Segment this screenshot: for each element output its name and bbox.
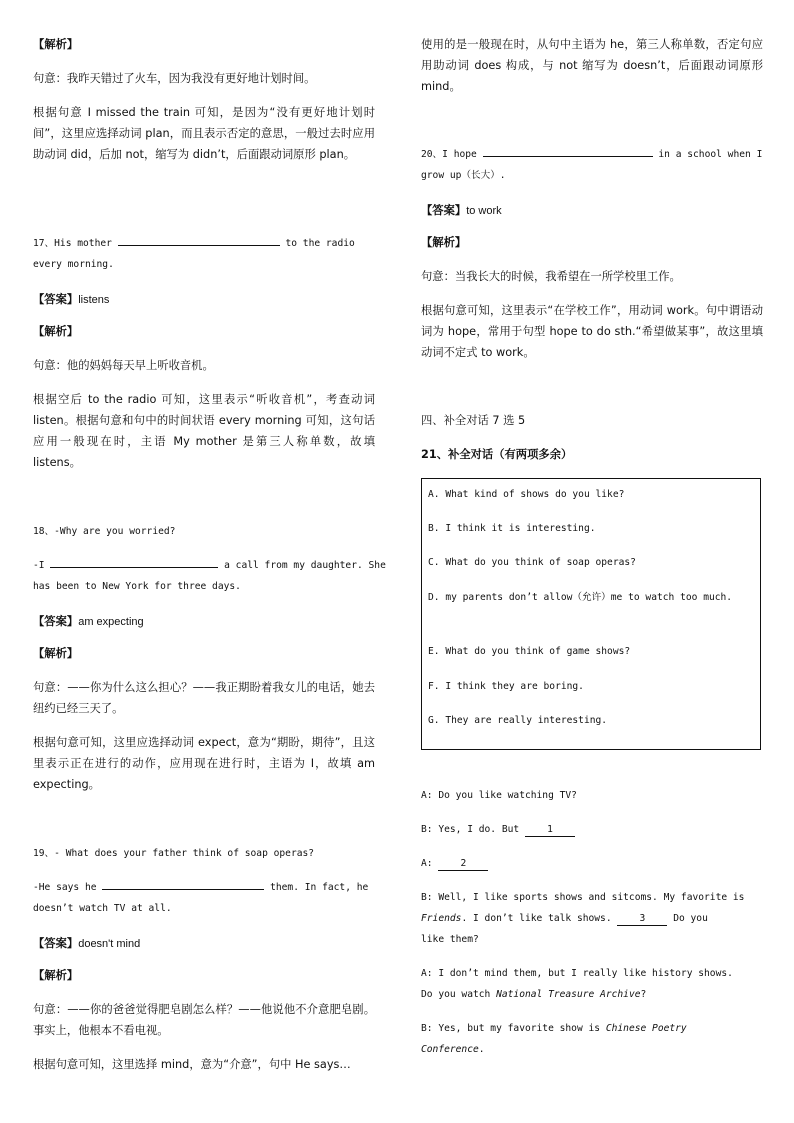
q19-explanation-cont: 使用的是一般现在时，从句中主语为 he，第三人称单数，否定句应用助动词 does 构成，与 not 缩写为 doesn’t，后面跟动词原形 mind。: [421, 38, 763, 93]
dialog-text: A:: [421, 858, 433, 869]
dialog-text: Do you watch: [421, 989, 491, 1000]
dialog-line-6: [421, 1018, 687, 1039]
analysis-label: 【解析】: [33, 325, 79, 338]
q19-line2: [33, 877, 368, 898]
answer-label: 【答案】: [33, 293, 79, 306]
dialog-text: .: [478, 1044, 485, 1055]
options-box: [421, 478, 761, 750]
q19-explanation: 根据句意可知，这里选择 mind，意为“介意”，句中 He says…: [33, 1058, 351, 1071]
q17-meaning: 句意：他的妈妈每天早上听收音机。: [33, 359, 214, 372]
q18-suffix: a call from my daughter. She: [224, 560, 386, 571]
show-title: Friends: [421, 913, 462, 924]
analysis-label: 【解析】: [421, 236, 467, 249]
q17-prefix: 17、His mother: [33, 238, 112, 249]
q18-line2: [33, 555, 386, 576]
dialog-line-5: A: I don’t mind them, but I really like history shows.: [421, 968, 733, 979]
option-b: B. I think it is interesting.: [428, 523, 596, 534]
answer-value: doesn't mind: [78, 938, 141, 950]
answer-value: to work: [466, 205, 502, 217]
q19-blank[interactable]: [102, 878, 264, 890]
q17-explanation: 根据空后 to the radio 可知，这里表示“听收音机”，考查动词 listen。根据句意和句中的时间状语 every morning 可知，这句话应用一般现在时，主语 My mother 是第三人称单数，故填 listens。: [33, 393, 375, 469]
q17-blank[interactable]: [118, 234, 280, 246]
option-e: E. What do you think of game shows?: [428, 646, 631, 657]
dialog-line-5b: [421, 984, 646, 1005]
dialog-line-4: B: Well, I like sports shows and sitcoms. My favorite is: [421, 892, 745, 903]
q20-line1: [421, 144, 762, 165]
analysis-label: 【解析】: [33, 969, 79, 982]
q18-prefix: -I: [33, 560, 45, 571]
q20-suffix: in a school when I: [658, 149, 763, 160]
option-c: C. What do you think of soap operas?: [428, 557, 636, 568]
q17-suffix: to the radio: [285, 238, 355, 249]
analysis-label: 【解析】: [33, 647, 79, 660]
q18-answer: [33, 610, 144, 633]
q20-meaning: 句意：当我长大的时候，我希望在一所学校里工作。: [421, 270, 681, 283]
q19-answer: [33, 932, 140, 955]
q19-prefix: -He says he: [33, 882, 97, 893]
q19-line3: doesn’t watch TV at all.: [33, 903, 172, 914]
show-title: Chinese Poetry: [605, 1023, 687, 1034]
q19-line1: 19、- What does your father think of soap operas?: [33, 848, 315, 859]
q19-meaning: 句意：——你的爸爸觉得肥皂剧怎么样？——他说他不介意肥皂剧。事实上，他根本不看电视。: [33, 1003, 375, 1037]
q18-line3: has been to New York for three days.: [33, 581, 241, 592]
dialog-text: . I don’t like talk shows.: [461, 913, 612, 924]
dialog-text: B: Yes, I do. But: [421, 824, 520, 835]
q18-meaning: 句意：——你为什么这么担心？——我正期盼着我女儿的电话，她去纽约已经三天了。: [33, 681, 375, 715]
dialog-text: Do you: [673, 913, 708, 924]
q17-line1: [33, 233, 355, 254]
dialog-text: ?: [640, 989, 647, 1000]
answer-label: 【答案】: [33, 937, 79, 950]
blank-1[interactable]: 1: [525, 824, 575, 837]
q19-suffix: them. In fact, he: [270, 882, 369, 893]
q21-title: 21、补全对话（有两项多余）: [421, 448, 573, 461]
q17-answer: [33, 288, 109, 311]
dialog-line-6b: [421, 1039, 485, 1060]
answer-value: listens: [78, 294, 110, 306]
q20-answer: [421, 199, 502, 222]
section-title: 四、补全对话 7 选 5: [421, 414, 526, 427]
option-g: G. They are really interesting.: [428, 715, 608, 726]
answer-value: am expecting: [78, 616, 144, 628]
q20-explanation: 根据句意可知，这里表示“在学校工作”，用动词 work。句中谓语动词为 hope，常用于句型 hope to do sth.“希望做某事”，故这里填动词不定式 to work。: [421, 304, 763, 359]
analysis-label: 【解析】: [33, 38, 79, 51]
blank-2[interactable]: 2: [438, 858, 488, 871]
dialog-text: B: Yes, but my favorite show is: [421, 1023, 601, 1034]
show-title: Conference: [421, 1044, 479, 1055]
q20-prefix: 20、I hope: [421, 149, 477, 160]
option-f: F. I think they are boring.: [428, 681, 584, 692]
q20-line2: grow up（长大）.: [421, 170, 506, 181]
dialog-line-2: [421, 819, 575, 840]
q18-explanation: 根据句意可知，这里应选择动词 expect，意为“期盼，期待”，且这里表示正在进行的动作，应用现在进行时，主语为 I，故填 am expecting。: [33, 736, 375, 791]
q20-blank[interactable]: [483, 145, 653, 157]
answer-label: 【答案】: [33, 615, 79, 628]
dialog-line-4c: like them?: [421, 934, 479, 945]
q18-blank[interactable]: [50, 556, 218, 568]
dialog-line-4b: [421, 908, 708, 929]
dialog-line-3: [421, 853, 488, 874]
option-a: A. What kind of shows do you like?: [428, 489, 625, 500]
q16-explanation: 根据句意 I missed the train 可知，是因为“没有更好地计划时间”，这里应选择动词 plan，而且表示否定的意思，一般过去时应用助动词 did，后加 not，缩写为 didn’t，后面跟动词原形 plan。: [33, 106, 375, 161]
q18-line1: 18、-Why are you worried?: [33, 526, 176, 537]
q17-line2: every morning.: [33, 259, 114, 270]
q16-meaning: 句意：我昨天错过了火车，因为我没有更好地计划时间。: [33, 72, 316, 85]
dialog-line-1: A: Do you like watching TV?: [421, 790, 577, 801]
option-d: D. my parents don’t allow（允许）me to watch too much.: [428, 592, 733, 603]
answer-label: 【答案】: [421, 204, 467, 217]
blank-3[interactable]: 3: [617, 913, 667, 926]
show-title: National Treasure Archive: [496, 989, 641, 1000]
